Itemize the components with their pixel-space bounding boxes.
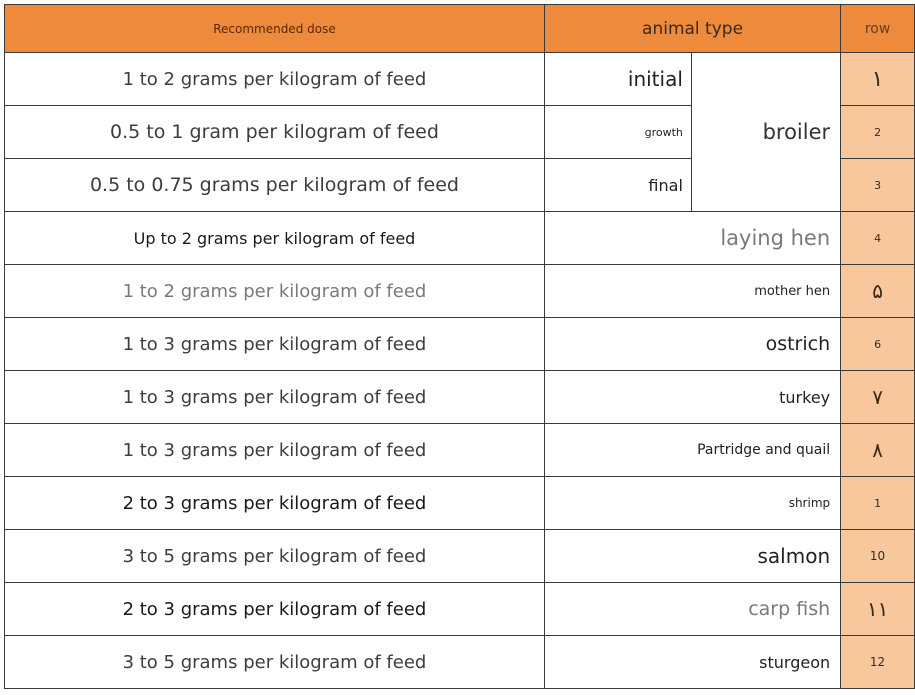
animal-cell: ostrich xyxy=(544,318,840,371)
row-number: ۵ xyxy=(841,265,915,318)
dose-cell: 1 to 2 grams per kilogram of feed xyxy=(5,265,545,318)
table-row xyxy=(5,424,915,477)
header-row xyxy=(5,5,915,53)
table-row xyxy=(5,371,915,424)
header-animal-type: animal type xyxy=(544,5,840,53)
table-row xyxy=(5,318,915,371)
stage-cell: final xyxy=(544,159,691,212)
header-row-number: row xyxy=(841,5,915,53)
row-number: 2 xyxy=(841,106,915,159)
animal-cell: carp fish xyxy=(544,583,840,636)
dose-table xyxy=(4,4,915,689)
animal-cell: Partridge and quail xyxy=(544,424,840,477)
row-number: ٨ xyxy=(841,424,915,477)
row-number: 1 xyxy=(841,477,915,530)
row-number: 6 xyxy=(841,318,915,371)
dose-table-wrapper xyxy=(4,4,915,689)
table-row xyxy=(5,477,915,530)
dose-cell: 2 to 3 grams per kilogram of feed xyxy=(5,583,545,636)
dose-cell: 3 to 5 grams per kilogram of feed xyxy=(5,636,545,689)
stage-cell: growth xyxy=(544,106,691,159)
table-row xyxy=(5,53,915,106)
row-number: ١ xyxy=(841,53,915,106)
table-row xyxy=(5,212,915,265)
dose-cell: 1 to 2 grams per kilogram of feed xyxy=(5,53,545,106)
row-number: 3 xyxy=(841,159,915,212)
row-number: 12 xyxy=(841,636,915,689)
animal-cell: mother hen xyxy=(544,265,840,318)
animal-cell: laying hen xyxy=(544,212,840,265)
row-number: ١١ xyxy=(841,583,915,636)
table-row xyxy=(5,265,915,318)
row-number: 10 xyxy=(841,530,915,583)
row-number: 4 xyxy=(841,212,915,265)
dose-cell: Up to 2 grams per kilogram of feed xyxy=(5,212,545,265)
row-number: ٧ xyxy=(841,371,915,424)
header-recommended-dose: Recommended dose xyxy=(5,5,545,53)
animal-cell: salmon xyxy=(544,530,840,583)
dose-cell: 0.5 to 1 gram per kilogram of feed xyxy=(5,106,545,159)
stage-cell: initial xyxy=(544,53,691,106)
dose-cell: 0.5 to 0.75 grams per kilogram of feed xyxy=(5,159,545,212)
table-row xyxy=(5,530,915,583)
animal-cell-broiler: broiler xyxy=(691,53,840,212)
animal-cell: shrimp xyxy=(544,477,840,530)
table-row xyxy=(5,636,915,689)
table-row xyxy=(5,583,915,636)
dose-cell: 1 to 3 grams per kilogram of feed xyxy=(5,371,545,424)
dose-cell: 1 to 3 grams per kilogram of feed xyxy=(5,424,545,477)
dose-cell: 1 to 3 grams per kilogram of feed xyxy=(5,318,545,371)
dose-cell: 2 to 3 grams per kilogram of feed xyxy=(5,477,545,530)
animal-cell: turkey xyxy=(544,371,840,424)
animal-cell: sturgeon xyxy=(544,636,840,689)
dose-cell: 3 to 5 grams per kilogram of feed xyxy=(5,530,545,583)
